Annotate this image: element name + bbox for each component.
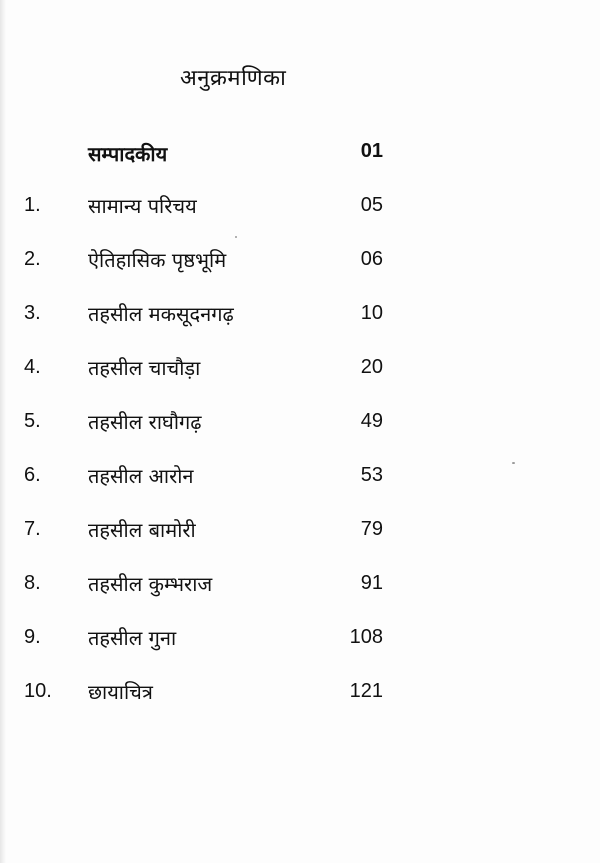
toc-entry-page: 06 [360,248,383,270]
toc-entry-page: 49 [360,410,383,432]
toc-entry [0,676,600,730]
preface-page-number: 01 [360,140,383,162]
page-title: अनुक्रमणिका [180,66,287,91]
toc-entry-number: 4. [24,356,41,378]
toc-entry-label: छायाचित्र [88,680,153,704]
toc-entry-page: 91 [360,572,383,594]
toc-entry-page: 53 [360,464,383,486]
toc-entry-label: तहसील मकसूदनगढ़ [88,302,234,326]
toc-entry-number: 10. [24,680,52,702]
preface-label: सम्पादकीय [88,142,168,166]
toc-entry-number: 7. [24,518,41,540]
toc-entry [0,352,600,406]
toc-entry-page: 79 [360,518,383,540]
toc-entry-label: तहसील बामोरी [88,518,196,542]
toc-entry-label: तहसील गुना [88,626,177,650]
toc-entry-number: 8. [24,572,41,594]
toc-entry-page: 10 [360,302,383,324]
scan-speck [235,236,237,238]
toc-entry-page: 20 [360,356,383,378]
toc-entry-page: 108 [349,626,383,648]
toc-entry [0,406,600,460]
toc-entry-number: 1. [24,194,41,216]
toc-entry [0,622,600,676]
toc-entry-number: 6. [24,464,41,486]
toc-entry [0,298,600,352]
toc-entry-label: तहसील चाचौड़ा [88,356,201,380]
toc-entry-label: तहसील राघौगढ़ [88,410,202,434]
toc-entry-label: तहसील कुम्भराज [88,572,213,596]
scan-speck [512,462,515,464]
toc-entry-label: तहसील आरोन [88,464,194,488]
toc-entry-number: 3. [24,302,41,324]
toc-entry-number: 5. [24,410,41,432]
toc-entry [0,568,600,622]
toc-entry-page: 05 [360,194,383,216]
toc-entry-number: 9. [24,626,41,648]
toc-entry [0,244,600,298]
toc-entry [0,514,600,568]
toc-entry [0,460,600,514]
toc-entry [0,190,600,244]
toc-entry-page: 121 [349,680,383,702]
toc-list [0,190,600,730]
toc-entry-label: सामान्य परिचय [88,194,197,218]
toc-entry-label: ऐतिहासिक पृष्ठभूमि [88,248,227,272]
toc-entry-number: 2. [24,248,41,270]
